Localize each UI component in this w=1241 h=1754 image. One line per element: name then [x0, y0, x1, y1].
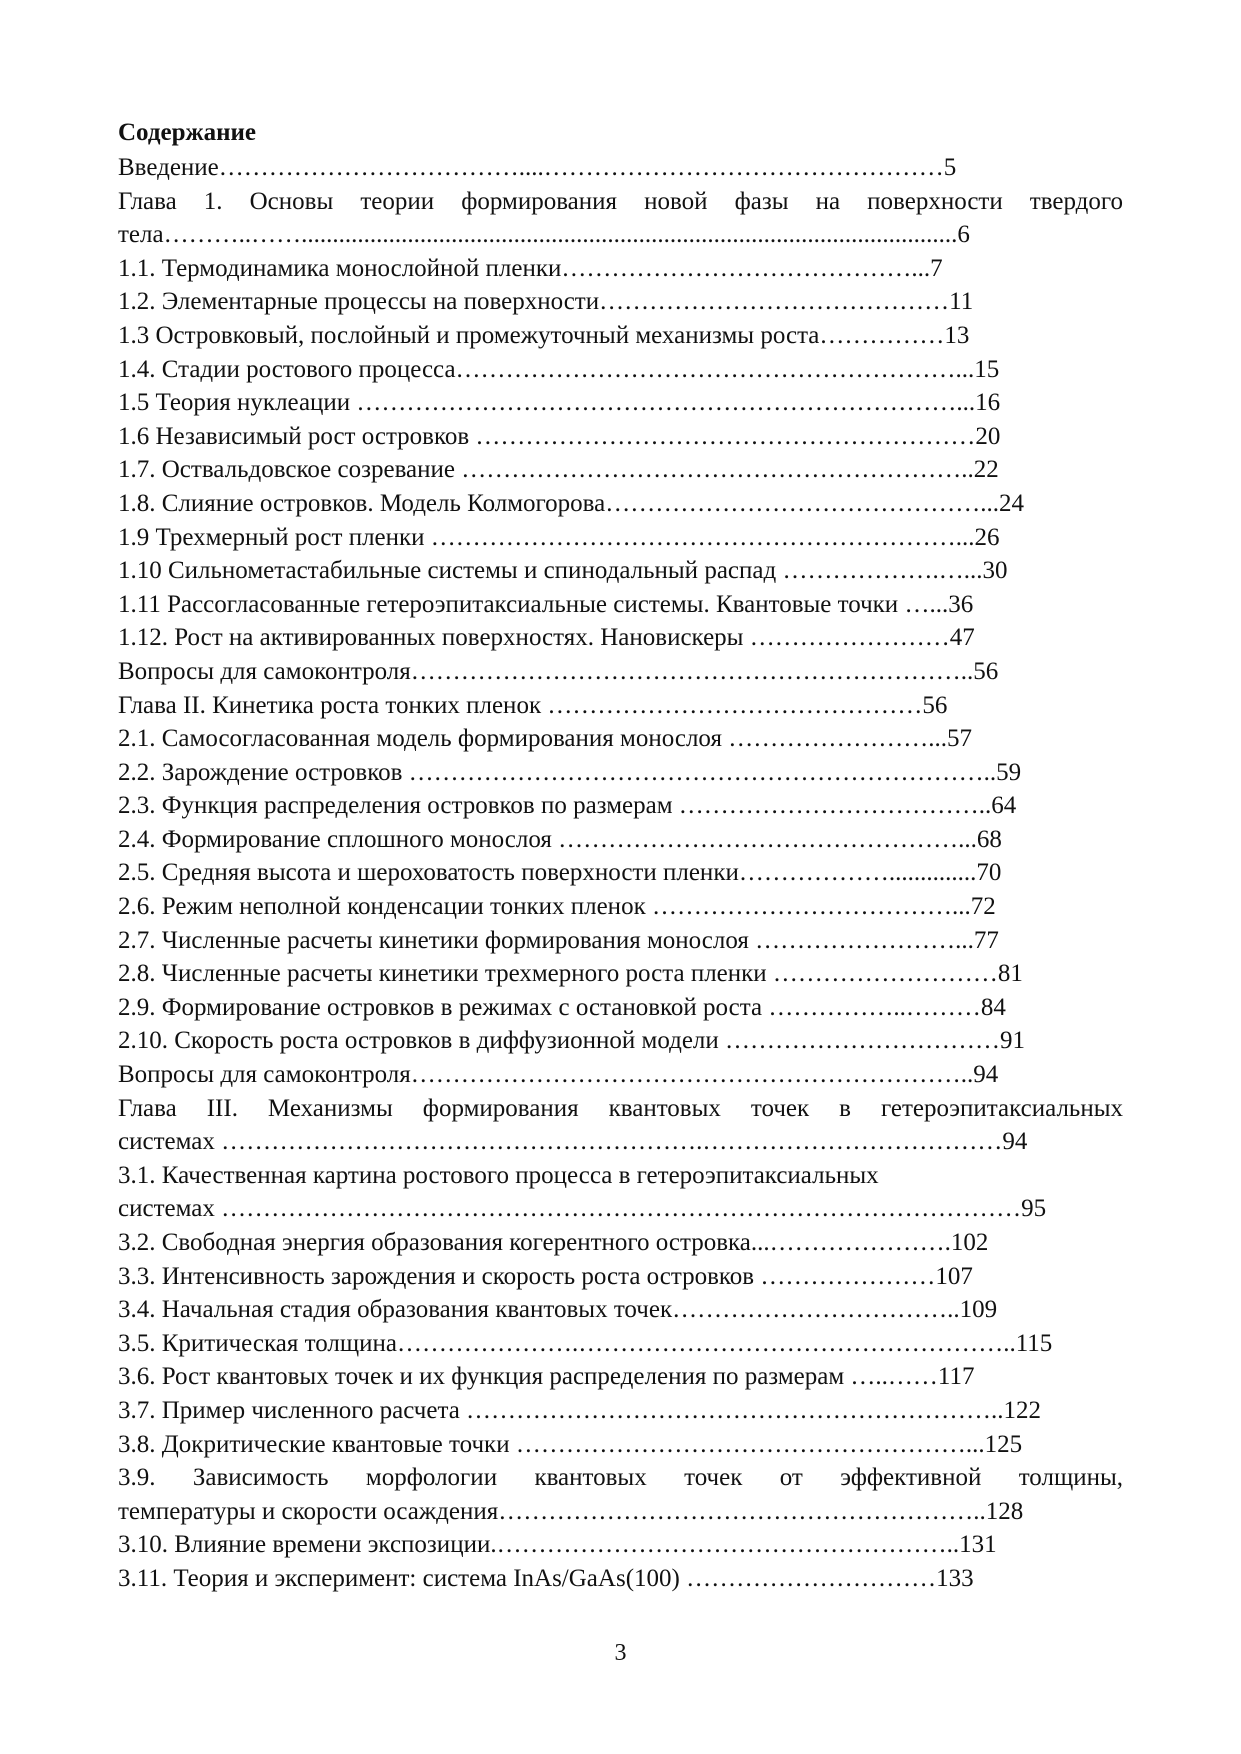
toc-entry — [118, 554, 1123, 588]
toc-entry — [118, 957, 1123, 991]
toc-entry — [118, 789, 1123, 823]
toc-entry — [118, 1428, 1123, 1462]
toc-entry — [118, 285, 1123, 319]
toc-entry — [118, 185, 1123, 252]
toc-entry — [118, 453, 1123, 487]
toc-entry-line: тела………..…….........................................................................................................6 — [118, 221, 970, 249]
toc-entry-line: 3.9. Зависимость морфологии квантовых точек от эффективной толщины, — [118, 1464, 1123, 1492]
toc-entry — [118, 420, 1123, 454]
toc-entry-line: 2.6. Режим неполной конденсации тонких пленок ………………………………...72 — [118, 893, 996, 921]
toc-entry-line: Глава 1. Основы теории формирования новой фазы на поверхности твердого — [118, 187, 1123, 215]
toc-entry-line: Вопросы для самоконтроля…………………………………………………………..56 — [118, 657, 999, 685]
toc-entry-line: 2.5. Средняя высота и шероховатость поверхности пленки………………..............70 — [118, 859, 1002, 887]
toc-entry — [118, 890, 1123, 924]
toc-entry — [118, 756, 1123, 790]
toc-entry — [118, 151, 1123, 185]
toc-entry-line: 1.9 Трехмерный рост пленки ………………………………………………………...26 — [118, 523, 1000, 551]
toc-entry — [118, 487, 1123, 521]
table-of-contents — [118, 118, 1123, 1596]
toc-entry — [118, 588, 1123, 622]
toc-entry-line: 3.5. Критическая толщина………………….……………………………………………..115 — [118, 1329, 1053, 1357]
toc-entry — [118, 1260, 1123, 1294]
toc-entry-line: 2.1. Самосогласованная модель формирования монослоя ……………………...57 — [118, 725, 972, 753]
toc-entry-line: 2.8. Численные расчеты кинетики трехмерного роста пленки ………………………81 — [118, 960, 1023, 988]
toc-entry — [118, 521, 1123, 555]
toc-entry — [118, 655, 1123, 689]
toc-entry — [118, 386, 1123, 420]
toc-entry-line: системах ……………………………………………………………………………………95 — [118, 1195, 1047, 1223]
toc-entry — [118, 722, 1123, 756]
toc-entry — [118, 991, 1123, 1025]
toc-entry — [118, 319, 1123, 353]
toc-heading: Содержание — [118, 119, 257, 146]
toc-entry-line: 3.8. Докритические квантовые точки ………………………………………………...125 — [118, 1430, 1023, 1458]
toc-entry — [118, 1058, 1123, 1092]
toc-entry — [118, 924, 1123, 958]
toc-entry-line: 3.3. Интенсивность зарождения и скорость роста островков …………………107 — [118, 1262, 973, 1290]
toc-entry-line: системах ………………………………………………….………………………………94 — [118, 1128, 1028, 1156]
toc-entry-line: 3.6. Рост квантовых точек и их функция распределения по размерам …..……117 — [118, 1363, 975, 1391]
toc-entry — [118, 1024, 1123, 1058]
toc-entry-line: 2.10. Скорость роста островков в диффузионной модели ……………………………91 — [118, 1027, 1026, 1055]
toc-entry-line: Глава II. Кинетика роста тонких пленок ………………………………………56 — [118, 691, 948, 719]
toc-entry-line: 1.5 Теория нуклеации ………………………………………………………………...16 — [118, 389, 1001, 417]
toc-entry-line: 1.7. Оствальдовское созревание ……………………………………………………..22 — [118, 456, 999, 484]
toc-entry-line: 1.8. Слияние островков. Модель Колмогорова………………………………………...24 — [118, 489, 1024, 517]
toc-entry-line: 1.2. Элементарные процессы на поверхности……………………………………11 — [118, 288, 974, 316]
toc-entry — [118, 1092, 1123, 1159]
toc-entry-line: 2.2. Зарождение островков ……………………………………………………………..59 — [118, 758, 1022, 786]
toc-entry-line: Введение………………………………....…………………………………………5 — [118, 154, 957, 181]
toc-entry-line: температуры и скорости осаждения…………………………………………………..128 — [118, 1497, 1024, 1525]
toc-entry — [118, 1360, 1123, 1394]
toc-entry — [118, 252, 1123, 286]
page-number: 3 — [614, 1640, 627, 1666]
toc-entry — [118, 1528, 1123, 1562]
toc-entry — [118, 1293, 1123, 1327]
toc-entry — [118, 1159, 1123, 1226]
toc-entry-line: 1.10 Сильнометастабильные системы и спинодальный распад ……………….…...30 — [118, 557, 1008, 585]
toc-entry-line: 2.9. Формирование островков в режимах с остановкой роста ……………..………84 — [118, 993, 1006, 1021]
toc-entry — [118, 353, 1123, 387]
toc-entry-line: 1.1. Термодинамика монослойной пленки……………………………………...7 — [118, 254, 943, 282]
toc-entry-line: Глава III. Механизмы формирования квантовых точек в гетероэпитаксиальных — [118, 1094, 1123, 1122]
toc-entry-line: 3.11. Теория и эксперимент: система InAs/GaAs(100) …………………………133 — [118, 1564, 974, 1592]
toc-entry — [118, 823, 1123, 857]
toc-entry-line: 2.7. Численные расчеты кинетики формирования монослоя ……………………...77 — [118, 926, 999, 954]
toc-entry-line: 1.3 Островковый, послойный и промежуточный механизмы роста……………13 — [118, 321, 970, 349]
toc-entry — [118, 1461, 1123, 1528]
toc-entry — [118, 689, 1123, 723]
toc-entry-line: 3.10. Влияние времени экспозиции.………………………………………………..131 — [118, 1531, 997, 1559]
toc-entry — [118, 621, 1123, 655]
toc-entry — [118, 856, 1123, 890]
toc-entry-line: Вопросы для самоконтроля…………………………………………………………..94 — [118, 1061, 999, 1089]
toc-entry-line: 1.6 Независимый рост островков ……………………………………………………20 — [118, 422, 1001, 450]
toc-list — [118, 151, 1123, 1596]
toc-entry-line: 3.4. Начальная стадия образования квантовых точек……………………………..109 — [118, 1296, 998, 1324]
toc-entry — [118, 1394, 1123, 1428]
toc-entry — [118, 1327, 1123, 1361]
toc-entry-line: 3.7. Пример численного расчета ………………………………………………………..122 — [118, 1396, 1042, 1424]
toc-entry-line: 2.4. Формирование сплошного монослоя …………………………………………...68 — [118, 825, 1002, 853]
toc-entry-line: 3.1. Качественная картина ростового процесса в гетероэпитаксиальных — [118, 1161, 879, 1189]
toc-entry — [118, 1226, 1123, 1260]
toc-entry-line: 1.12. Рост на активированных поверхностях. Нановискеры ……………………47 — [118, 624, 975, 652]
toc-entry — [118, 1562, 1123, 1596]
toc-entry-line: 1.11 Рассогласованные гетероэпитаксиальные системы. Квантовые точки …...36 — [118, 590, 974, 618]
toc-entry-line: 2.3. Функция распределения островков по размерам ………………………………..64 — [118, 792, 1017, 820]
toc-entry-line: 1.4. Стадии ростового процесса……………………………………………………...15 — [118, 355, 1000, 383]
toc-entry-line: 3.2. Свободная энергия образования когерентного островка...………………….102 — [118, 1229, 989, 1256]
